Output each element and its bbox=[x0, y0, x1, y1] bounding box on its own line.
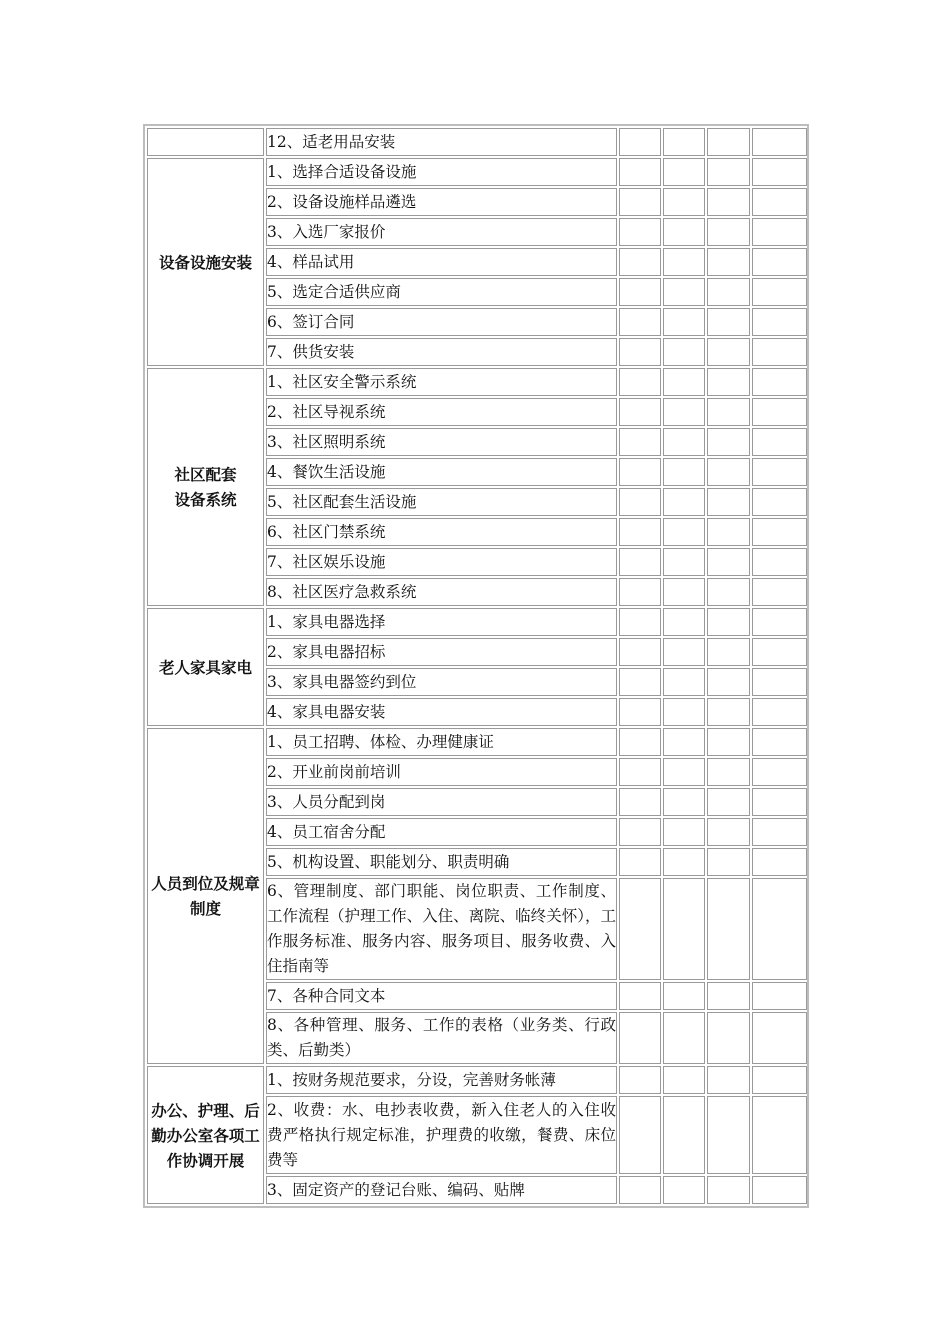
category-cell: 老人家具家电 bbox=[147, 608, 264, 726]
blank-cell bbox=[707, 218, 750, 246]
blank-cell bbox=[663, 248, 705, 276]
blank-cell bbox=[707, 728, 750, 756]
blank-cell bbox=[663, 818, 705, 846]
blank-cell bbox=[619, 428, 661, 456]
blank-cell bbox=[619, 728, 661, 756]
blank-cell bbox=[752, 878, 807, 980]
blank-cell bbox=[707, 398, 750, 426]
task-item-text: 6、管理制度、部门职能、岗位职责、工作制度、工作流程（护理工作、入住、离院、临终关怀），工作服务标准、服务内容、服务项目、服务收费、入住指南等 bbox=[267, 882, 616, 975]
task-item-cell bbox=[266, 248, 617, 276]
blank-cell bbox=[707, 338, 750, 366]
blank-cell bbox=[707, 698, 750, 726]
blank-cell bbox=[752, 218, 807, 246]
blank-cell bbox=[752, 338, 807, 366]
blank-cell bbox=[707, 878, 750, 980]
task-item-text: 1、家具电器选择 bbox=[267, 612, 386, 631]
blank-cell bbox=[663, 278, 705, 306]
blank-cell bbox=[707, 788, 750, 816]
blank-cell bbox=[752, 548, 807, 576]
task-item-cell bbox=[266, 398, 617, 426]
blank-cell bbox=[752, 848, 807, 876]
blank-cell bbox=[663, 308, 705, 336]
blank-cell bbox=[663, 982, 705, 1010]
task-item-cell bbox=[266, 428, 617, 456]
blank-cell bbox=[663, 848, 705, 876]
blank-cell bbox=[707, 608, 750, 636]
blank-cell bbox=[707, 1176, 750, 1204]
blank-cell bbox=[663, 578, 705, 606]
task-item-text: 1、员工招聘、体检、办理健康证 bbox=[267, 732, 494, 751]
category-cell bbox=[147, 128, 264, 156]
blank-cell bbox=[619, 128, 661, 156]
blank-cell bbox=[663, 1176, 705, 1204]
task-item-cell bbox=[266, 1066, 617, 1094]
table-row bbox=[147, 158, 807, 186]
blank-cell bbox=[663, 398, 705, 426]
task-item-cell bbox=[266, 128, 617, 156]
task-item-cell bbox=[266, 818, 617, 846]
blank-cell bbox=[619, 1176, 661, 1204]
blank-cell bbox=[707, 368, 750, 396]
category-cell: 社区配套 设备系统 bbox=[147, 368, 264, 606]
task-item-cell bbox=[266, 368, 617, 396]
blank-cell bbox=[752, 248, 807, 276]
task-item-cell bbox=[266, 728, 617, 756]
blank-cell bbox=[707, 1066, 750, 1094]
task-item-cell bbox=[266, 548, 617, 576]
blank-cell bbox=[707, 188, 750, 216]
task-item-text: 2、开业前岗前培训 bbox=[267, 762, 401, 781]
task-item-text: 5、机构设置、职能划分、职责明确 bbox=[267, 852, 510, 871]
blank-cell bbox=[663, 338, 705, 366]
blank-cell bbox=[619, 458, 661, 486]
blank-cell bbox=[752, 188, 807, 216]
task-item-cell bbox=[266, 278, 617, 306]
blank-cell bbox=[752, 488, 807, 516]
blank-cell bbox=[752, 308, 807, 336]
task-item-text: 12、适老用品安装 bbox=[267, 132, 396, 151]
blank-cell bbox=[663, 788, 705, 816]
task-item-text: 5、选定合适供应商 bbox=[267, 282, 401, 301]
blank-cell bbox=[663, 698, 705, 726]
blank-cell bbox=[752, 518, 807, 546]
blank-cell bbox=[619, 982, 661, 1010]
blank-cell bbox=[707, 548, 750, 576]
task-item-text: 3、入选厂家报价 bbox=[267, 222, 386, 241]
blank-cell bbox=[752, 578, 807, 606]
task-item-text: 6、签订合同 bbox=[267, 312, 355, 331]
blank-cell bbox=[752, 1176, 807, 1204]
table-row bbox=[147, 128, 807, 156]
blank-cell bbox=[707, 982, 750, 1010]
blank-cell bbox=[707, 578, 750, 606]
blank-cell bbox=[752, 158, 807, 186]
blank-cell bbox=[619, 188, 661, 216]
blank-cell bbox=[663, 728, 705, 756]
blank-cell bbox=[619, 488, 661, 516]
task-item-text: 2、收费：水、电抄表收费，新入住老人的入住收费严格执行规定标准，护理费的收缴，餐费、床位费等 bbox=[267, 1100, 616, 1169]
blank-cell bbox=[619, 368, 661, 396]
table-row bbox=[147, 728, 807, 756]
blank-cell bbox=[707, 668, 750, 696]
blank-cell bbox=[663, 1066, 705, 1094]
blank-cell bbox=[707, 458, 750, 486]
blank-cell bbox=[619, 338, 661, 366]
blank-cell bbox=[752, 398, 807, 426]
blank-cell bbox=[752, 668, 807, 696]
blank-cell bbox=[663, 368, 705, 396]
category-cell: 办公、护理、后勤办公室各项工作协调开展 bbox=[147, 1066, 264, 1204]
blank-cell bbox=[663, 188, 705, 216]
blank-cell bbox=[619, 1096, 661, 1174]
blank-cell bbox=[707, 818, 750, 846]
blank-cell bbox=[619, 878, 661, 980]
blank-cell bbox=[752, 788, 807, 816]
table-row bbox=[147, 368, 807, 396]
blank-cell bbox=[752, 1066, 807, 1094]
blank-cell bbox=[663, 638, 705, 666]
task-item-text: 8、社区医疗急救系统 bbox=[267, 582, 417, 601]
blank-cell bbox=[619, 758, 661, 786]
schedule-table bbox=[145, 126, 809, 1206]
blank-cell bbox=[752, 458, 807, 486]
blank-cell bbox=[707, 428, 750, 456]
blank-cell bbox=[663, 518, 705, 546]
task-item-cell bbox=[266, 982, 617, 1010]
blank-cell bbox=[707, 1012, 750, 1064]
task-item-text: 1、社区安全警示系统 bbox=[267, 372, 417, 391]
task-item-text: 5、社区配套生活设施 bbox=[267, 492, 417, 511]
task-item-cell bbox=[266, 338, 617, 366]
task-item-text: 2、社区导视系统 bbox=[267, 402, 386, 421]
table-row bbox=[147, 1066, 807, 1094]
task-item-cell bbox=[266, 458, 617, 486]
blank-cell bbox=[663, 1012, 705, 1064]
blank-cell bbox=[663, 668, 705, 696]
blank-cell bbox=[707, 128, 750, 156]
blank-cell bbox=[663, 758, 705, 786]
blank-cell bbox=[619, 578, 661, 606]
task-item-cell bbox=[266, 308, 617, 336]
blank-cell bbox=[707, 638, 750, 666]
blank-cell bbox=[663, 548, 705, 576]
blank-cell bbox=[663, 458, 705, 486]
task-item-text: 7、社区娱乐设施 bbox=[267, 552, 386, 571]
blank-cell bbox=[707, 758, 750, 786]
task-item-cell bbox=[266, 1176, 617, 1204]
blank-cell bbox=[663, 428, 705, 456]
blank-cell bbox=[752, 1096, 807, 1174]
task-item-cell bbox=[266, 518, 617, 546]
blank-cell bbox=[663, 608, 705, 636]
blank-cell bbox=[752, 638, 807, 666]
task-item-text: 3、社区照明系统 bbox=[267, 432, 386, 451]
task-item-cell bbox=[266, 1012, 617, 1064]
task-item-text: 4、样品试用 bbox=[267, 252, 355, 271]
task-item-text: 1、按财务规范要求，分设，完善财务帐薄 bbox=[267, 1070, 556, 1089]
blank-cell bbox=[752, 698, 807, 726]
task-item-cell bbox=[266, 488, 617, 516]
blank-cell bbox=[619, 218, 661, 246]
blank-cell bbox=[752, 728, 807, 756]
blank-cell bbox=[752, 758, 807, 786]
blank-cell bbox=[619, 278, 661, 306]
task-item-text: 1、选择合适设备设施 bbox=[267, 162, 417, 181]
task-item-text: 7、供货安装 bbox=[267, 342, 355, 361]
blank-cell bbox=[752, 428, 807, 456]
blank-cell bbox=[663, 1096, 705, 1174]
blank-cell bbox=[619, 1066, 661, 1094]
blank-cell bbox=[707, 488, 750, 516]
blank-cell bbox=[707, 278, 750, 306]
blank-cell bbox=[663, 878, 705, 980]
task-item-cell bbox=[266, 788, 617, 816]
task-item-cell bbox=[266, 578, 617, 606]
blank-cell bbox=[707, 1096, 750, 1174]
task-item-cell bbox=[266, 1096, 617, 1174]
blank-cell bbox=[619, 158, 661, 186]
blank-cell bbox=[707, 158, 750, 186]
blank-cell bbox=[619, 788, 661, 816]
task-item-cell bbox=[266, 638, 617, 666]
blank-cell bbox=[619, 698, 661, 726]
task-item-cell bbox=[266, 188, 617, 216]
blank-cell bbox=[619, 638, 661, 666]
blank-cell bbox=[619, 1012, 661, 1064]
blank-cell bbox=[619, 668, 661, 696]
task-item-cell bbox=[266, 668, 617, 696]
blank-cell bbox=[752, 818, 807, 846]
table-row bbox=[147, 608, 807, 636]
blank-cell bbox=[707, 848, 750, 876]
blank-cell bbox=[619, 818, 661, 846]
task-item-cell bbox=[266, 698, 617, 726]
blank-cell bbox=[619, 548, 661, 576]
blank-cell bbox=[752, 128, 807, 156]
blank-cell bbox=[752, 982, 807, 1010]
task-item-cell bbox=[266, 878, 617, 980]
blank-cell bbox=[663, 488, 705, 516]
task-item-text: 3、固定资产的登记台账、编码、贴牌 bbox=[267, 1180, 525, 1199]
schedule-table-frame bbox=[143, 124, 809, 1208]
task-item-text: 4、家具电器安装 bbox=[267, 702, 386, 721]
task-item-cell bbox=[266, 848, 617, 876]
blank-cell bbox=[752, 368, 807, 396]
blank-cell bbox=[707, 248, 750, 276]
blank-cell bbox=[752, 608, 807, 636]
task-item-text: 8、各种管理、服务、工作的表格（业务类、行政类、后勤类） bbox=[267, 1016, 616, 1059]
category-cell: 设备设施安装 bbox=[147, 158, 264, 366]
blank-cell bbox=[752, 1012, 807, 1064]
task-item-text: 7、各种合同文本 bbox=[267, 986, 386, 1005]
task-item-text: 4、餐饮生活设施 bbox=[267, 462, 386, 481]
task-item-cell bbox=[266, 218, 617, 246]
task-item-text: 2、设备设施样品遴选 bbox=[267, 192, 417, 211]
task-item-cell bbox=[266, 608, 617, 636]
category-cell: 人员到位及规章制度 bbox=[147, 728, 264, 1064]
task-item-text: 4、员工宿舍分配 bbox=[267, 822, 386, 841]
task-item-text: 3、家具电器签约到位 bbox=[267, 672, 417, 691]
blank-cell bbox=[619, 398, 661, 426]
task-item-text: 2、家具电器招标 bbox=[267, 642, 386, 661]
task-item-cell bbox=[266, 758, 617, 786]
blank-cell bbox=[752, 278, 807, 306]
task-item-cell bbox=[266, 158, 617, 186]
blank-cell bbox=[619, 248, 661, 276]
blank-cell bbox=[707, 308, 750, 336]
blank-cell bbox=[663, 158, 705, 186]
blank-cell bbox=[619, 518, 661, 546]
blank-cell bbox=[619, 848, 661, 876]
blank-cell bbox=[619, 308, 661, 336]
blank-cell bbox=[707, 518, 750, 546]
task-item-text: 3、人员分配到岗 bbox=[267, 792, 386, 811]
task-item-text: 6、社区门禁系统 bbox=[267, 522, 386, 541]
blank-cell bbox=[663, 218, 705, 246]
blank-cell bbox=[663, 128, 705, 156]
blank-cell bbox=[619, 608, 661, 636]
